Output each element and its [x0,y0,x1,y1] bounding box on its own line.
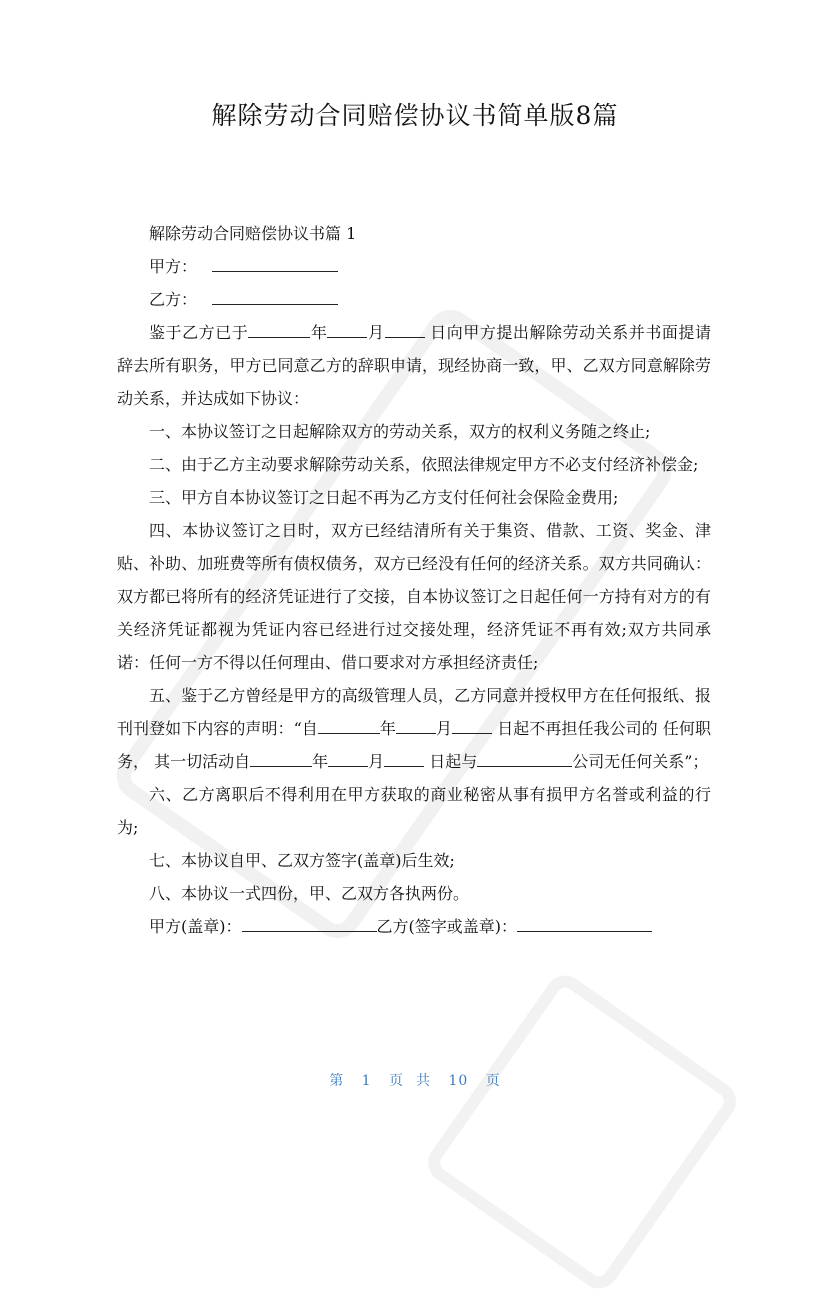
intro-paragraph [117,316,711,415]
clause-4: 四、本协议签订之日时，双方已经结清所有关于集资、借款、工资、奖金、津贴、补助、加班费等所有债权债务，双方已经没有任何的经济关系。双方共同确认：双方都已将所有的经济凭证进行了交接，自本协议签订之日起任何一方持有对方的有关经济凭证都视为凭证内容已经进行过交接处理，经济凭证不再有效;双方共同承诺：任何一方不得以任何理由、借口要求对方承担经济责任; [117,521,711,672]
footer-total-pages: 10 [448,1073,469,1089]
clause-5-month-blank-2 [328,748,368,767]
intro-text-3: 月 [367,323,385,342]
month-blank [327,319,367,338]
year-blank [248,319,310,338]
signature-a-blank [242,913,377,932]
footer-ye: 页 [389,1073,405,1089]
footer-gong: 共 [416,1073,432,1089]
watermark-fragment [420,968,743,1296]
signature-b-label: 乙方(签字或盖章)： [376,917,517,936]
clause-7: 七、本协议自甲、乙双方签字(盖章)后生效; [149,851,455,870]
footer-di: 第 [329,1073,345,1089]
clause-5-day-blank [452,715,492,734]
clause-5-year-blank-2 [250,748,312,767]
signature-a-label: 甲方(盖章)： [149,917,242,936]
clause-5-text-1: 五、鉴于乙方曾经是甲方的高级管理人员，乙方同意并授权甲方在任何报纸、报刊刊登如下内容的声明：“自 [117,686,711,738]
party-a-label: 甲方： [149,257,198,276]
document-body [117,217,711,943]
clause-5 [117,679,711,778]
clause-5-text-7: 日起与 [424,752,478,771]
signature-b-blank [517,913,652,932]
clause-8: 八、本协议一式四份，甲、乙双方各执两份。 [149,884,470,903]
clause-5-text-4: 日起不再担任我公司的 任何职务， 其一切活动自 [117,719,711,771]
company-blank [477,748,572,767]
intro-text-1: 鉴于乙方已于 [149,323,249,342]
clause-2: 二、由于乙方主动要求解除劳动关系，依照法律规定甲方不必支付经济补偿金; [149,455,699,474]
signature-line [117,910,711,943]
clause-5-text-5: 年 [312,752,329,771]
clause-3: 三、甲方自本协议签订之日起不再为乙方支付任何社会保险金费用; [149,488,619,507]
clause-5-text-8: 公司无任何关系”； [572,752,709,771]
clause-1: 一、本协议签订之日起解除双方的劳动关系，双方的权利义务随之终止; [149,422,651,441]
clause-5-month-blank [396,715,436,734]
footer-page-number: 1 [361,1073,372,1089]
page-footer [0,1070,830,1090]
clause-5-day-blank-2 [384,748,424,767]
page-title: 解除劳动合同赔偿协议书简单版8篇 [211,101,619,130]
footer-ye-2: 页 [485,1073,501,1089]
clause-5-text-2: 年 [379,719,396,738]
party-b-label: 乙方： [149,290,198,309]
party-b-blank [212,286,338,305]
clause-5-year-blank [318,715,380,734]
intro-text-2: 年 [310,323,328,342]
day-blank [385,319,425,338]
clause-5-text-3: 月 [435,719,453,738]
clause-6: 六、乙方离职后不得利用在甲方获取的商业秘密从事有损甲方名誉或利益的行为; [117,785,711,837]
clause-5-text-6: 月 [368,752,385,771]
party-a-blank [212,253,338,272]
intro-text-4: 日向甲方提出解除劳动关系并书面提请辞去所有职务，甲方已同意乙方的辞职申请，现经协商一致，甲、乙双方同意解除劳动关系，并达成如下协议： [117,323,711,408]
section-heading: 解除劳动合同赔偿协议书篇 1 [149,224,357,243]
party-b-line [117,283,711,316]
party-a-line [117,250,711,283]
